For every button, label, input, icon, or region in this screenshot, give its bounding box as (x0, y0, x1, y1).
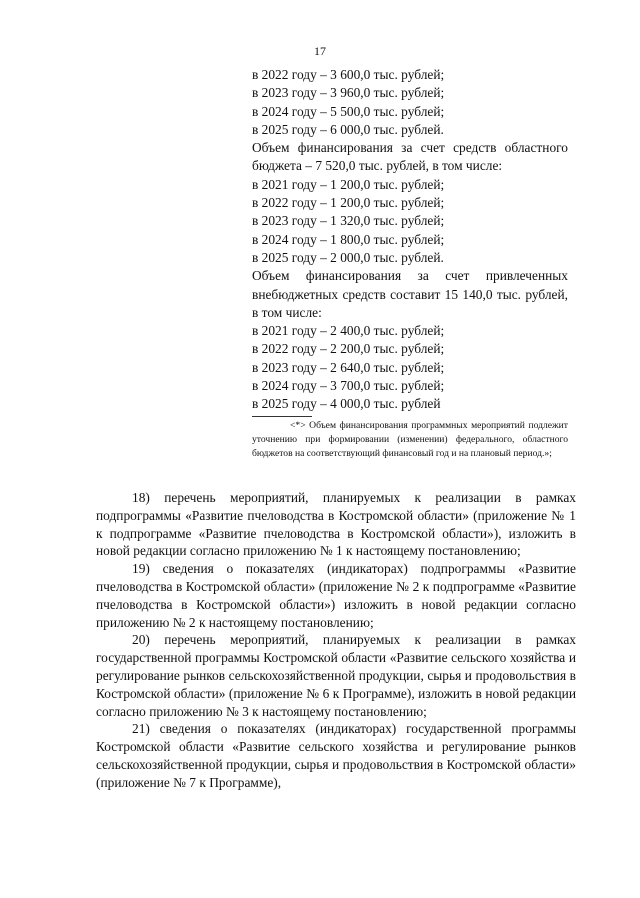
funding-line: в 2021 году – 2 400,0 тыс. рублей; (252, 323, 445, 339)
footnote-text: <*> Объем финансирования программных мероприятий подлежит уточнению при формировании (изменении) федерального, областного бюджетов на соответствующий финансовый год и на плановый период.»; (252, 420, 568, 459)
funding-line: в 2021 году – 1 200,0 тыс. рублей; (252, 176, 445, 192)
funding-line: в 2024 году – 5 500,0 тыс. рублей; (252, 103, 445, 119)
funding-line: в 2025 году – 2 000,0 тыс. рублей. (252, 249, 444, 265)
funding-line: в 2025 году – 4 000,0 тыс. рублей (252, 396, 441, 412)
funding-line: в 2025 году – 6 000,0 тыс. рублей. (252, 121, 444, 137)
funding-line: в 2023 году – 3 960,0 тыс. рублей; (252, 85, 445, 101)
funding-line: в 2023 году – 1 320,0 тыс. рублей; (252, 213, 445, 229)
funding-line: в 2024 году – 3 700,0 тыс. рублей; (252, 378, 445, 394)
footnote-separator (252, 416, 312, 417)
funding-line: в 2024 году – 1 800,0 тыс. рублей; (252, 231, 445, 247)
funding-block (252, 66, 568, 414)
funding-line: в 2023 году – 2 640,0 тыс. рублей; (252, 359, 445, 375)
funding-line: в 2022 году – 2 200,0 тыс. рублей; (252, 341, 445, 357)
extrabudget-funding-intro: Объем финансирования за счет привлеченных внебюджетных средств составит 15 140,0 тыс. рублей, в том числе: (252, 268, 568, 320)
page-number: 17 (314, 44, 326, 58)
list-item: 21) сведения о показателях (индикаторах) государственной программы Костромской области «Развитие сельского хозяйства и регулирование рынков сельскохозяйственной продукции, сырья и продовольствия в Костромской области» (приложение № 7 к Программе), (96, 721, 576, 790)
list-item: 20) перечень мероприятий, планируемых к реализации в рамках государственной программы Костромской области «Развитие сельского хозяйства и регулирование рынков сельскохозяйственной продукции, сырья и продовольствия в Костромской области» (приложение № 6 к Программе), изложить в новой редакции согласно приложению № 3 к настоящему постановлению; (96, 632, 576, 719)
list-item: 18) перечень мероприятий, планируемых к реализации в рамках подпрограммы «Развитие пчеловодства в Костромской области» (приложение № 1 к подпрограмме «Развитие пчеловодства в Костромской области»), изложить в новой редакции согласно приложению № 1 к настоящему постановлению; (96, 490, 576, 559)
list-item: 19) сведения о показателях (индикаторах) подпрограммы «Развитие пчеловодства в Костромской области» (приложение № 2 к подпрограмме «Развитие пчеловодства в Костромской области») изложить в новой редакции согласно приложению № 2 к настоящему постановлению; (96, 561, 576, 630)
amendment-list (96, 489, 576, 792)
regional-funding-intro: Объем финансирования за счет средств областного бюджета – 7 520,0 тыс. рублей, в том числе: (252, 140, 568, 174)
footnote (252, 416, 568, 461)
funding-line: в 2022 году – 3 600,0 тыс. рублей; (252, 67, 445, 82)
funding-line: в 2022 году – 1 200,0 тыс. рублей; (252, 195, 445, 211)
